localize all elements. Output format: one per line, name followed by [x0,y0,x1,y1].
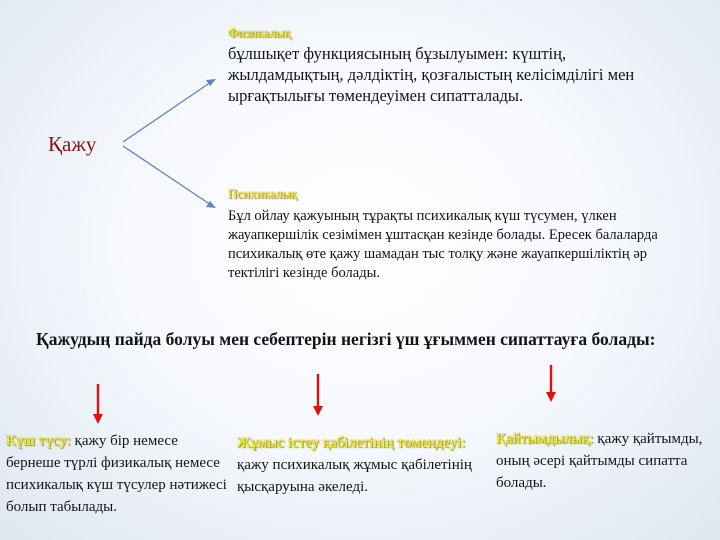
concept-work-capacity-heading: Жұмыс істеу қабілетінің төмендеуі: [237,435,466,451]
red-arrowhead-middle [313,406,323,416]
physical-heading: Физикалық [228,25,291,40]
physical-text: бұлшықет функциясының бұзылуымен: күштің, жылдамдықтың, дәлдіктің, қозғалыстың келісімділігі мен ырғақтылығы төмендеуімен сипатталады. [228,44,635,105]
psychological-text: Бұл ойлау қажуының тұрақты психикалық күш түсумен, үлкен жауапкершілік сезімімен ұштасқан кезінде болады. Ересек балаларда психикалық өте қажу шамадан тыс толқу және жауапкершіліктің әр тектілігі кезінде болады. [228,208,658,281]
red-arrowhead-right [546,392,556,402]
concept-reversibility-text: қажу қайтымды, оның әсері қайтымды сипатта болады. [496,431,703,491]
concept-load-text: қажу бір немесе бернеше түрлі физикалық немесе психикалық күш түсулер нәтижесі болып табылады. [6,433,227,515]
concept-reversibility [496,428,718,494]
psychological-fatigue-block [228,184,678,283]
concept-work-capacity [237,432,487,498]
concept-load-heading: Күш түсу: [6,433,71,449]
red-arrowhead-left [93,414,103,424]
fatigue-label: Қажу [48,132,97,156]
psychological-heading: Психикалық [228,186,298,201]
concept-work-capacity-text: қажу психикалық жұмыс қабілетінің қысқаруына әкеледі. [237,457,472,495]
concept-load [6,430,228,518]
connector-line-upper [123,82,211,142]
main-statement: Қажудың пайда болуы мен себептерін негізгі үш ұғыммен сипаттауға болады: [36,329,656,349]
concept-reversibility-heading: Қайтымдылық: [496,431,594,447]
connector-line-lower [123,146,211,205]
physical-fatigue-block [228,22,668,106]
